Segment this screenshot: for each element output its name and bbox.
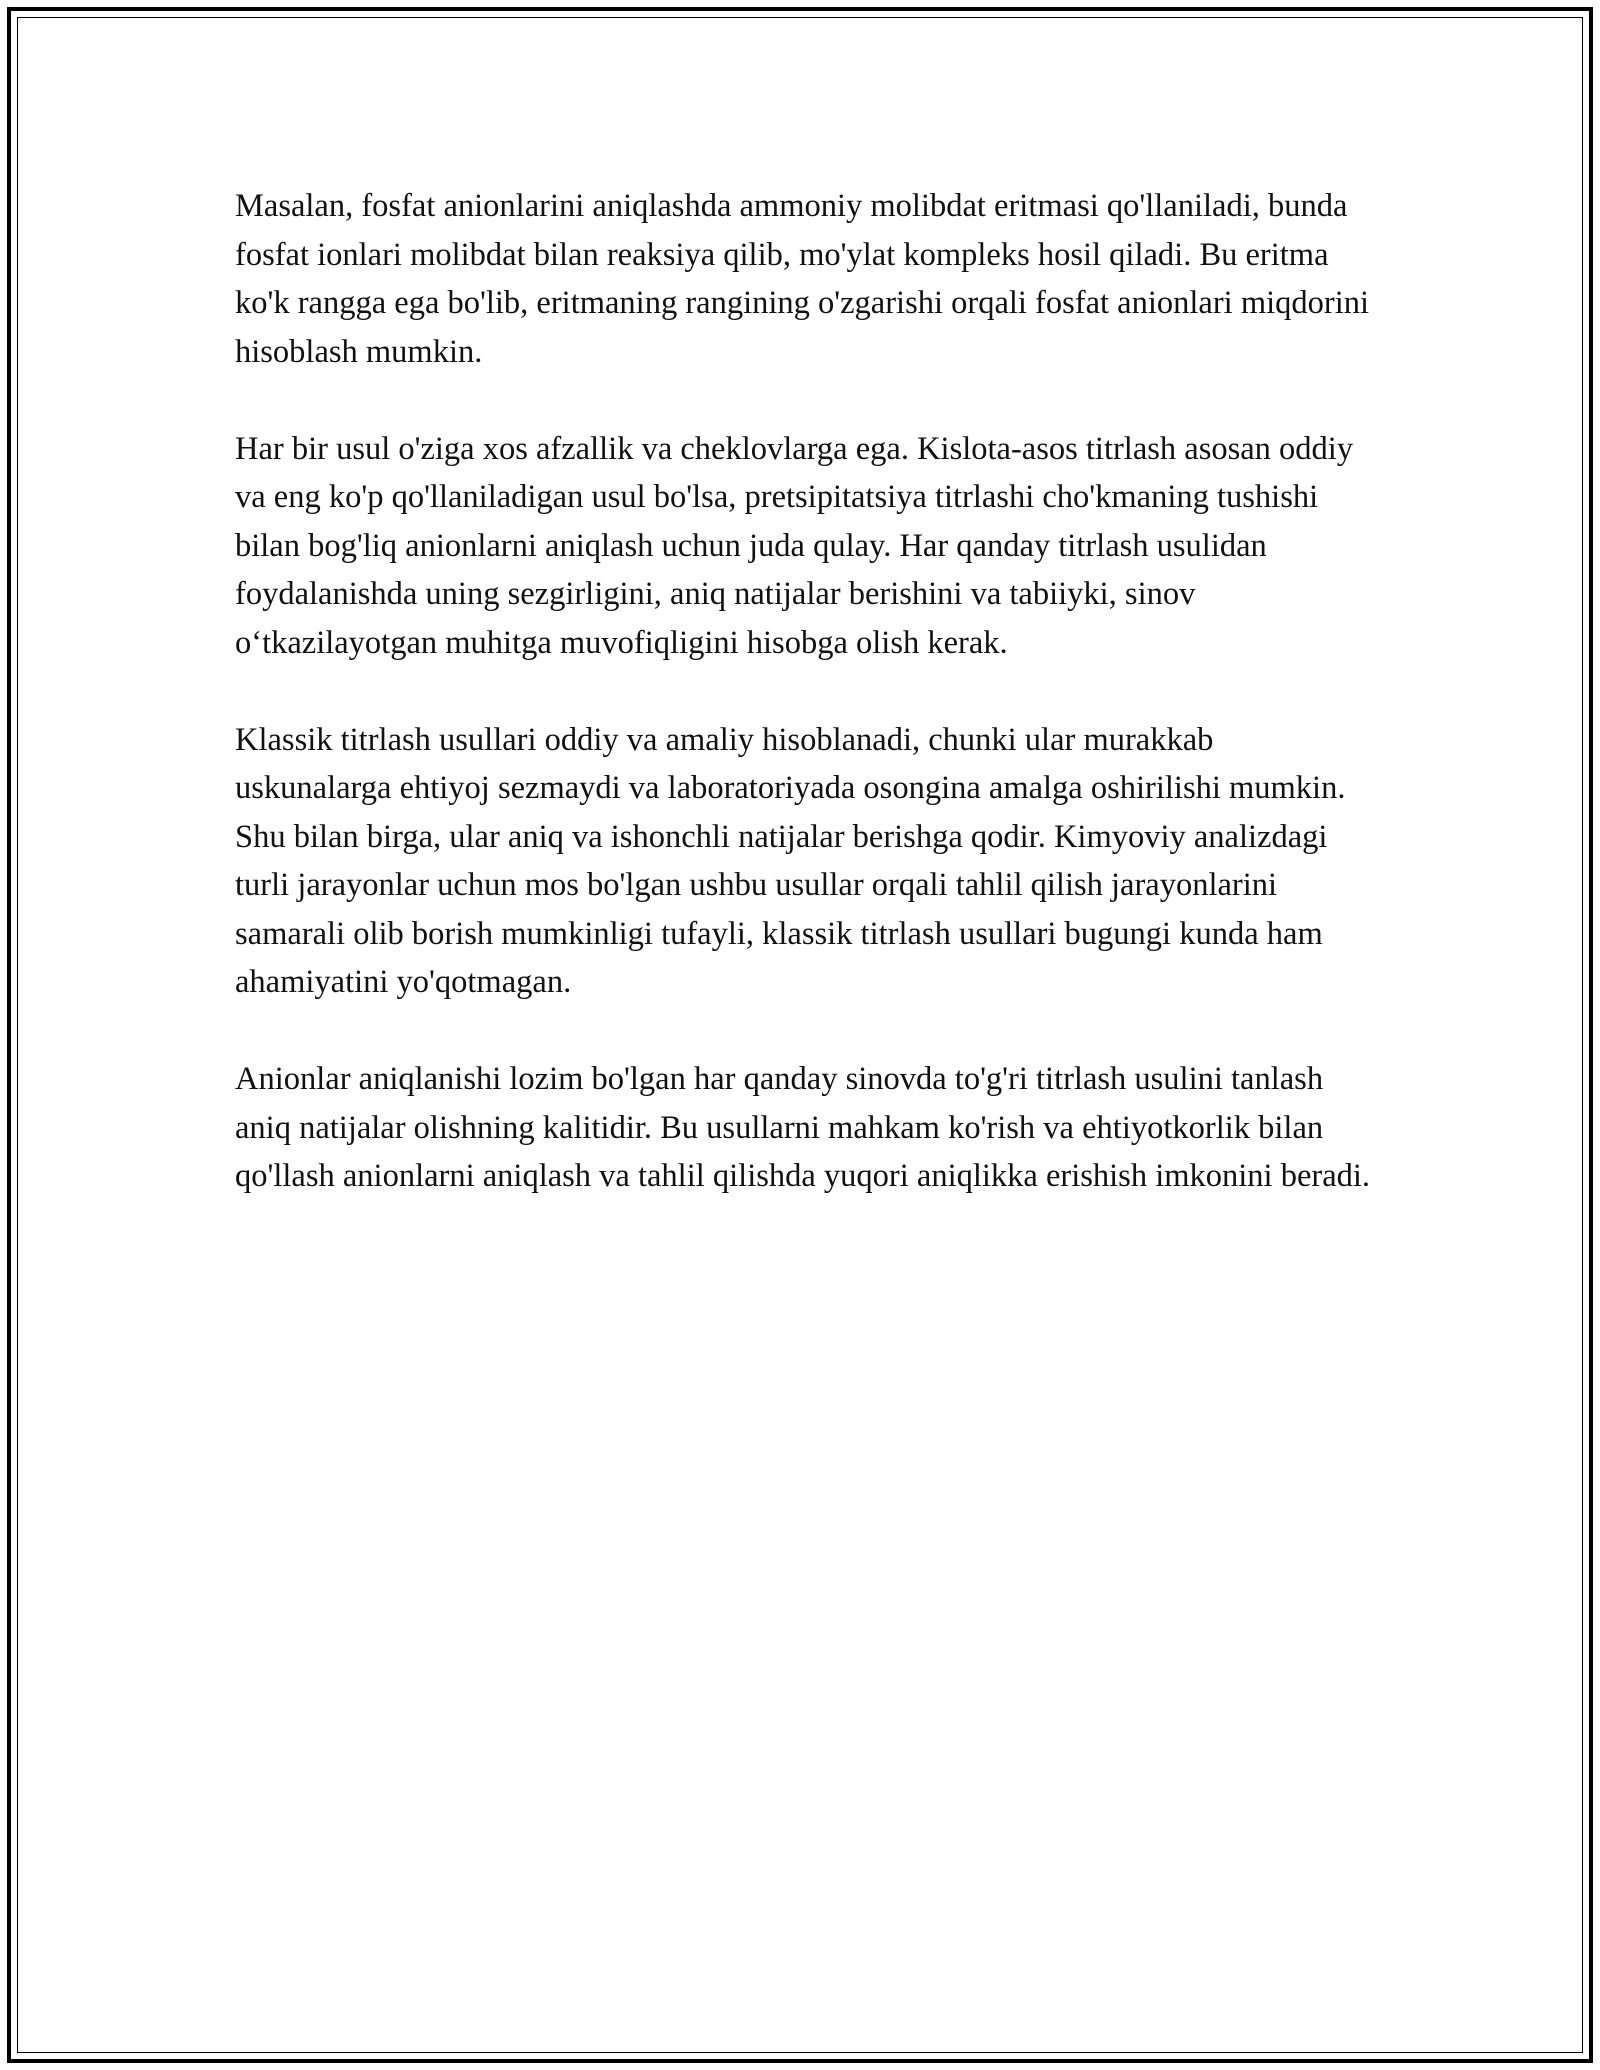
paragraph-method-advantages: Har bir usul o'ziga xos afzallik va cheklovlarga ega. Kislota-asos titrlash asosan oddiy va eng ko'p qo'llaniladigan usul bo'lsa, pretsipitatsiya titrlashi cho'kmaning tushishi bilan bog'liq anionlarni aniqlash uchun juda qulay. Har qanday titrlash usulidan foydalanishda uning sezgirligini, aniq natijalar berishini va tabiiyki, sinov o‘tkazilayotgan muhitga muvofiqligini hisobga olish kerak. [235,430,1354,661]
paragraph-conclusion: Anionlar aniqlanishi lozim bo'lgan har qanday sinovda to'g'ri titrlash usulini tanlash aniq natijalar olishning kalitidir. Bu usullarni mahkam ko'rish va ehtiyotkorlik bilan qo'llash anionlarni aniqlash va tahlil qilishda yuqori aniqlikka erishish imkonini beradi. [235,1061,1371,1194]
paragraph-phosphate-example: Masalan, fosfat anionlarini aniqlashda ammoniy molibdat eritmasi qo'llaniladi, bunda fosfat ionlari molibdat bilan reaksiya qilib, mo'ylat kompleks hosil qiladi. Bu eritma ko'k rangga ega bo'lib, eritmaning rangining o'zgarishi orqali fosfat anionlari miqdorini hisoblash mumkin. [235,188,1370,370]
paragraph-classic-titration: Klassik titrlash usullari oddiy va amaliy hisoblanadi, chunki ular murakkab uskunalarga ehtiyoj sezmaydi va laboratoriyada osongina amalga oshirilishi mumkin. Shu bilan birga, ular aniq va ishonchli natijalar berishga qodir. Kimyoviy analizdagi turli jarayonlar uchun mos bo'lgan ushbu usullar orqali tahlil qilish jarayonlarini samarali olib borish mumkinligi tufayli, klassik titrlash usullari bugungi kunda ham ahamiyatini yo'qotmagan. [235,721,1346,1000]
document-body [235,182,1375,1249]
